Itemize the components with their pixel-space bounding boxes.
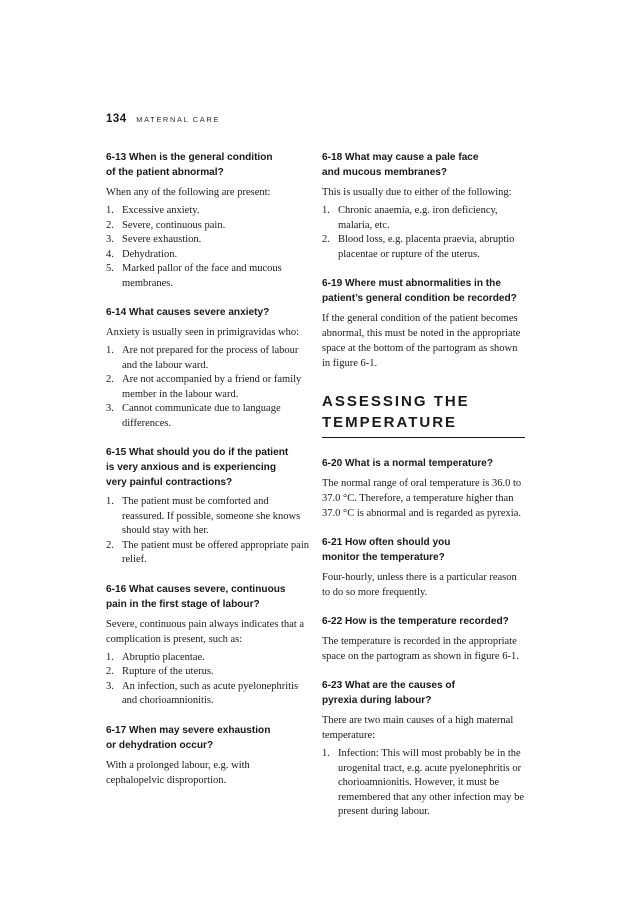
question-title: 6-23 What are the causes of pyrexia during labour? [322,680,455,706]
list-item: 2. Blood loss, e.g. placenta praevia, abruptio placentae or rupture of the uterus. [322,234,515,260]
running-head [106,113,220,125]
question-6-15 [106,445,309,568]
section-heading: ASSESSING THE TEMPERATURE [322,391,525,438]
question-title: 6-17 When may severe exhaustion or dehydration occur? [106,724,271,751]
answer-list [106,651,309,709]
list-item: 1. Are not prepared for the process of labour and the labour ward. [106,345,299,371]
question-6-13 [106,150,309,291]
question-6-23 [322,678,525,820]
list-item: 3. Severe exhaustion. [106,234,202,245]
list-item: 1. Abruptio placentae. [106,651,205,663]
question-intro: Anxiety is usually seen in primigravidas who: [106,327,300,338]
list-item: 3. An infection, such as acute pyelonephritis and chorioamnionitis. [106,680,299,706]
question-title: 6-19 Where must abnormalities in the patient’s general condition be recorded? [322,278,517,304]
question-intro: There are two main causes of a high maternal temperature: [322,715,514,741]
answer-list [106,495,309,568]
question-title: 6-18 What may cause a pale face and mucous membranes? [322,152,479,178]
question-title: 6-22 How is the temperature recorded? [322,616,509,627]
answer-list [106,204,309,291]
answer-text: With a prolonged labour, e.g. with cephalopelvic disproportion. [106,759,250,786]
list-item: 2. The patient must be offered appropriate pain relief. [106,539,309,565]
question-intro: This is usually due to either of the following: [322,187,512,198]
question-intro: When any of the following are present: [106,187,271,198]
question-title: 6-13 When is the general condition of the patient abnormal? [106,152,273,178]
left-column [106,150,309,802]
page-number: 134 [106,113,127,125]
question-6-14 [106,305,309,431]
list-item: 3. Cannot communicate due to language differences. [106,403,281,429]
list-item: 4. Dehydration. [106,248,178,260]
answer-text: Four-hourly, unless there is a particular reason to do so more frequently. [322,572,517,598]
answer-list [106,344,309,431]
list-item: 1. Chronic anaemia, e.g. iron deficiency, malaria, etc. [322,205,498,231]
list-item: 2. Severe, continuous pain. [106,219,226,231]
list-item: 1. Infection: This will most probably be in the urogenital tract, e.g. acute pyelonephritis or chorioamnionitis. However, it must be remembered that any other infection may be present during labour. [322,748,525,817]
right-column [322,150,525,834]
running-head-section: MATERNAL CARE [136,115,220,124]
answer-text: The temperature is recorded in the appropriate space on the partogram as shown in figure 6-1. [322,636,519,662]
list-item: 2. Rupture of the uterus. [106,666,214,677]
question-title: 6-21 How often should you monitor the temperature? [322,537,451,563]
answer-list [322,747,525,820]
answer-text: The normal range of oral temperature is 36.0 to 37.0 °C. Therefore, a temperature higher than 37.0 °C is abnormal and is regarded as pyrexia. [322,478,522,519]
question-title: 6-15 What should you do if the patient is very anxious and is experiencing very painful contractions? [106,447,289,488]
question-6-16 [106,582,309,709]
question-title: 6-20 What is a normal temperature? [322,458,494,469]
question-6-21 [322,535,525,600]
list-item: 2. Are not accompanied by a friend or family member in the labour ward. [106,374,302,400]
question-6-22 [322,614,525,664]
list-item: 5. Marked pallor of the face and mucous membranes. [106,263,282,289]
question-6-19 [322,276,525,371]
answer-list [322,204,525,262]
list-item: 1. Excessive anxiety. [106,205,200,216]
answer-text: If the general condition of the patient becomes abnormal, this must be noted in the appropriate space at the bottom of the partogram as shown in figure 6-1. [322,313,521,369]
question-6-18 [322,150,525,262]
question-title: 6-16 What causes severe, continuous pain in the first stage of labour? [106,583,286,610]
question-6-20 [322,456,525,521]
question-title: 6-14 What causes severe anxiety? [106,307,270,318]
question-intro: Severe, continuous pain always indicates that a complication is present, such as: [106,618,304,645]
question-6-17 [106,723,309,788]
list-item: 1. The patient must be comforted and reassured. If possible, someone she knows should stay with her. [106,496,301,536]
